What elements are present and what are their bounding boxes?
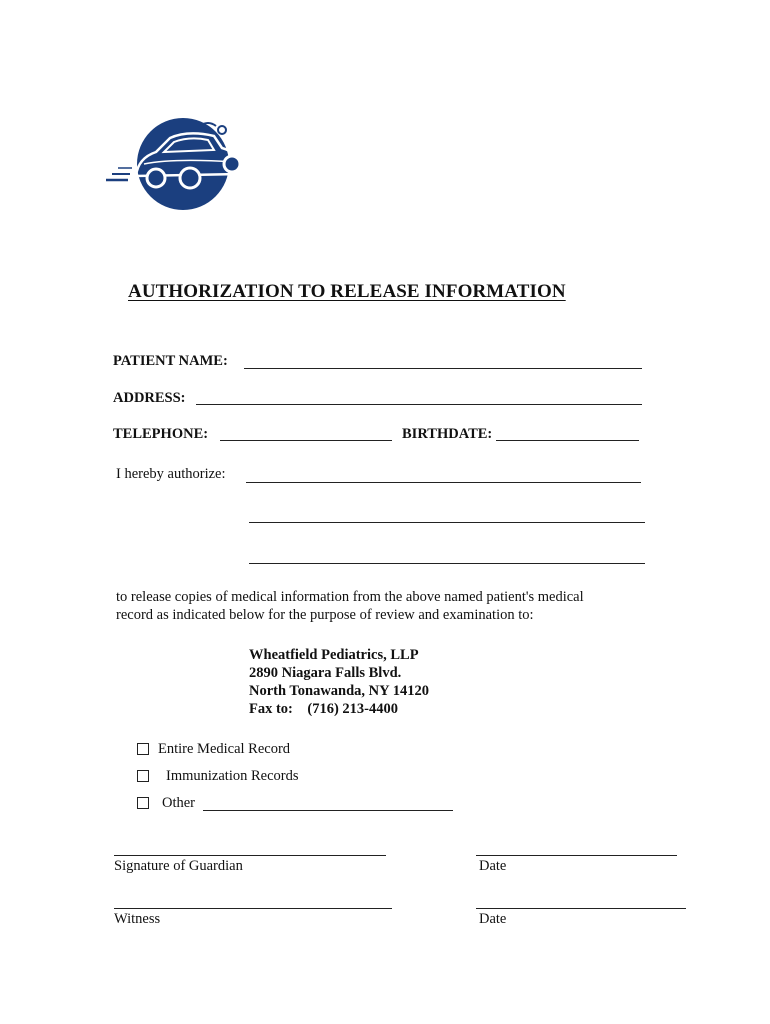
telephone-label: TELEPHONE: [113,426,209,442]
address-label: ADDRESS: [113,390,186,406]
other-field[interactable] [203,810,453,811]
witness-signature-field[interactable] [114,908,392,909]
date-label-1: Date [479,858,507,874]
entire-record-checkbox[interactable] [137,743,149,755]
guardian-signature-label: Signature of Guardian [114,858,243,874]
address-field[interactable] [196,404,642,405]
authorize-label: I hereby authorize: [116,466,226,482]
recipient-city: North Tonawanda, NY 14120 [249,683,429,699]
authorize-field-3[interactable] [249,563,645,564]
birthdate-field[interactable] [496,440,639,441]
car-logo-icon [104,112,254,212]
release-text-line-1: to release copies of medical information from the above named patient's medical [116,589,584,605]
authorize-field-1[interactable] [246,482,641,483]
recipient-fax: Fax to: (716) 213-4400 [249,701,399,717]
authorize-field-2[interactable] [249,522,645,523]
page-title: AUTHORIZATION TO RELEASE INFORMATION [128,281,566,302]
birthdate-label: BIRTHDATE: [402,426,493,442]
patient-name-field[interactable] [244,368,642,369]
recipient-name: Wheatfield Pediatrics, LLP [249,647,419,663]
date-label-2: Date [479,911,507,927]
recipient-street: 2890 Niagara Falls Blvd. [249,665,402,681]
witness-label: Witness [114,911,161,927]
entire-record-label: Entire Medical Record [158,741,291,757]
patient-name-label: PATIENT NAME: [113,353,228,369]
telephone-field[interactable] [220,440,392,441]
other-checkbox[interactable] [137,797,149,809]
other-label: Other [162,795,196,811]
date-field-1[interactable] [476,855,677,856]
immunization-label: Immunization Records [166,768,299,784]
guardian-signature-field[interactable] [114,855,386,856]
immunization-checkbox[interactable] [137,770,149,782]
date-field-2[interactable] [476,908,686,909]
release-text-line-2: record as indicated below for the purpose of review and examination to: [116,607,534,623]
